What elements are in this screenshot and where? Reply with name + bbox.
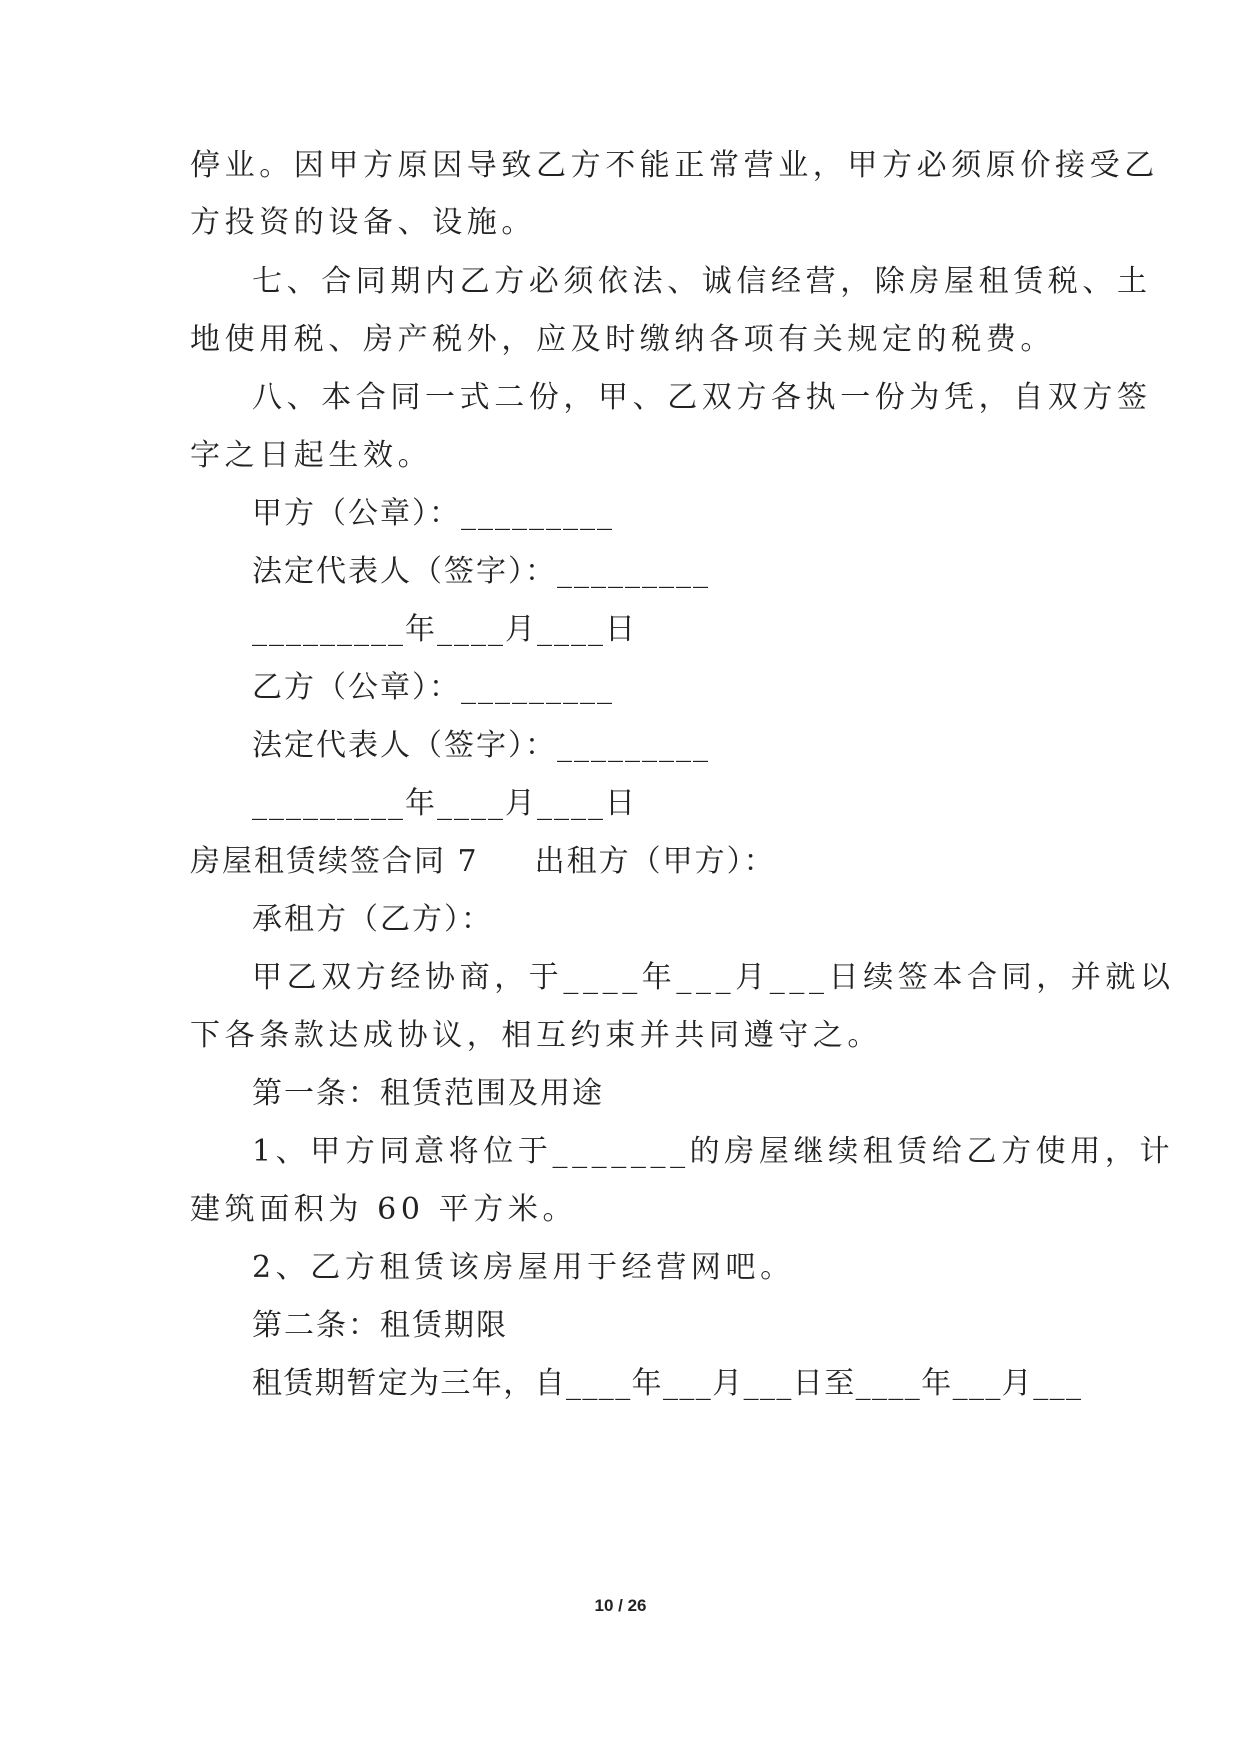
clause-seven-line: 七、合同期内乙方必须依法、诚信经营，除房屋租赁税、土 <box>252 264 1152 299</box>
article-one-heading: 第一条：租赁范围及用途 <box>252 1076 604 1111</box>
contract-heading-line <box>190 842 1050 882</box>
contract-title: 房屋租赁续签合同 7 <box>190 844 479 879</box>
paragraph-line: 1、甲方同意将位于_______的房屋继续租赁给乙方使用，计 <box>252 1134 1175 1169</box>
party-a-representative-line: 法定代表人（签字）：_________ <box>252 554 710 589</box>
party-a-date-line: _________年____月____日 <box>252 612 637 647</box>
paragraph-line: 租赁期暂定为三年，自____年___月___日至____年___月___ <box>252 1366 1083 1401</box>
paragraph-line: 建筑面积为 60 平方米。 <box>190 1192 578 1227</box>
paragraph-line: 甲乙双方经协商，于____年___月___日续签本合同，并就以 <box>252 960 1175 995</box>
page-number: 10 / 26 <box>594 1596 647 1615</box>
party-b-seal-line: 乙方（公章）：_________ <box>252 670 614 705</box>
paragraph-line: 下各条款达成协议，相互约束并共同遵守之。 <box>190 1018 882 1053</box>
party-a-seal-line: 甲方（公章）：_________ <box>252 496 614 531</box>
lessee-label: 承租方（乙方）： <box>252 902 493 937</box>
paragraph-line: 2、乙方租赁该房屋用于经营网吧。 <box>252 1250 795 1285</box>
article-two-heading: 第二条：租赁期限 <box>252 1308 508 1343</box>
paragraph-line: 字之日起生效。 <box>190 438 433 473</box>
clause-eight-line: 八、本合同一式二份，甲、乙双方各执一份为凭，自双方签 <box>252 380 1152 415</box>
paragraph-line: 停业。因甲方原因导致乙方不能正常营业，甲方必须原价接受乙 <box>190 148 1159 183</box>
party-b-representative-line: 法定代表人（签字）：_________ <box>252 728 710 763</box>
paragraph-line: 方投资的设备、设施。 <box>190 205 536 240</box>
paragraph-line: 地使用税、房产税外，应及时缴纳各项有关规定的税费。 <box>190 322 1055 357</box>
lessor-label: 出租方（甲方）： <box>534 844 776 879</box>
party-b-date-line: _________年____月____日 <box>252 786 637 821</box>
